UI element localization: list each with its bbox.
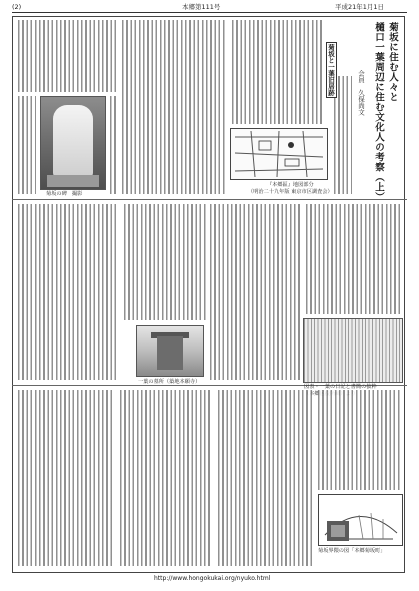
body-text-column xyxy=(110,96,118,194)
article-author: 会員 久保尚文 xyxy=(357,70,365,116)
monument-photo xyxy=(40,96,106,190)
caption-tomb: 一葉の墓所（築地本願寺） xyxy=(138,379,201,385)
body-text-column xyxy=(306,204,402,314)
caption-map xyxy=(248,182,333,195)
section-heading: 菊坂と一葉旧居跡 xyxy=(327,44,335,96)
body-text-column xyxy=(18,20,116,92)
header-page-number: (2) xyxy=(12,3,22,11)
header-issue: 本郷第111号 xyxy=(182,3,221,11)
body-text-column xyxy=(18,204,118,380)
section-divider xyxy=(12,199,407,200)
article-title-line-2: 樋口一葉周辺に住む文化人の考察（上） xyxy=(373,22,384,202)
monument-stone xyxy=(53,105,93,177)
tomb-photo xyxy=(136,325,204,377)
body-text-column xyxy=(124,204,206,320)
map-drawing xyxy=(231,129,327,179)
monument-base xyxy=(47,175,99,187)
caption-print: 菊坂界隈の図「本郷菊坂町」 xyxy=(318,548,386,554)
body-text-column xyxy=(18,390,114,566)
header-date: 平成21年1月1日 xyxy=(335,3,385,11)
print-drawing xyxy=(319,495,402,545)
footer-url: http://www.hongokukai.org/nyuko.html xyxy=(154,575,271,582)
caption-monument: 菊坂の碑 撮影 xyxy=(46,191,83,197)
article-title-line-1: 菊坂に住む人々と xyxy=(387,22,398,102)
body-text-column xyxy=(210,204,300,380)
body-text-column xyxy=(218,390,312,566)
caption-document-text: 図表・一葉の日記と書簡の抜粋 xyxy=(304,384,377,390)
body-text-column xyxy=(122,20,226,194)
body-text-column xyxy=(120,390,212,566)
body-text-column xyxy=(318,390,402,490)
map-figure xyxy=(230,128,328,180)
header-rule xyxy=(12,12,407,13)
print-figure xyxy=(318,494,403,546)
tomb-stone xyxy=(157,336,183,370)
document-figure xyxy=(303,318,403,383)
body-text-column xyxy=(232,20,324,124)
body-text-column xyxy=(18,96,36,194)
caption-map-text: 『本郷區』地図部分 （明治二十九年版 東京市区調査会） xyxy=(248,182,333,195)
